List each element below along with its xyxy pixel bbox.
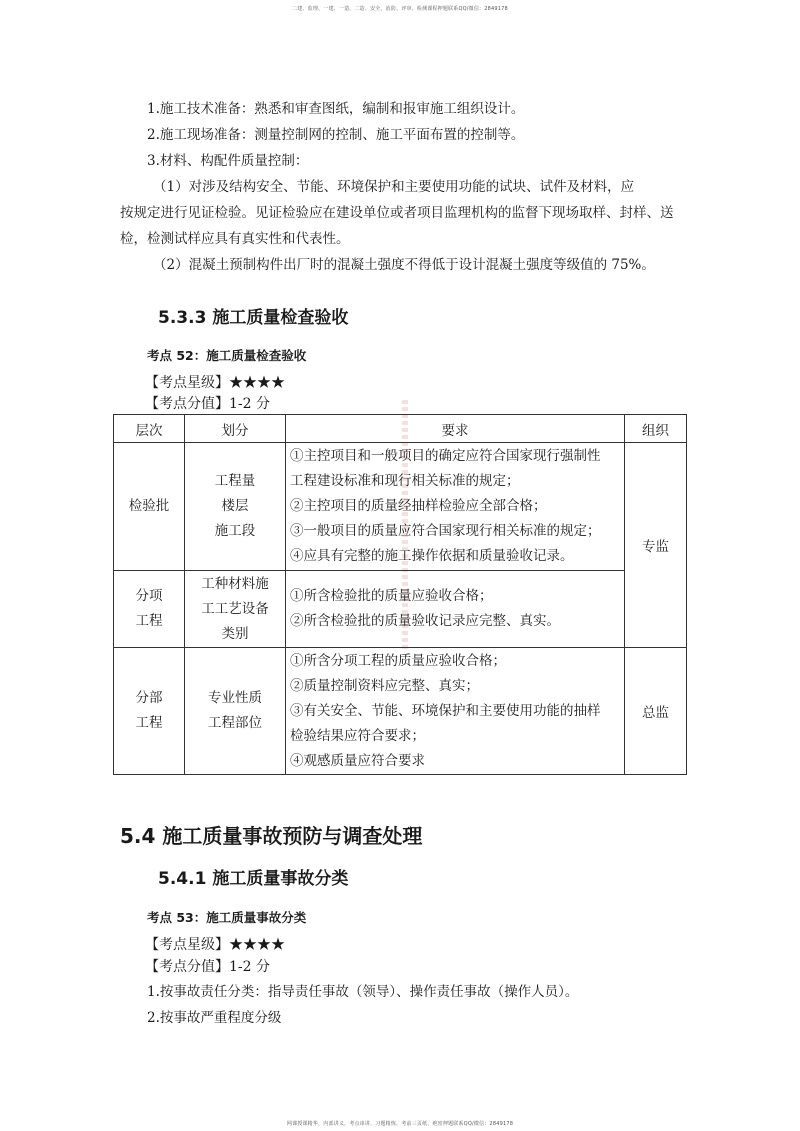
table-header-cell: 划分 (185, 415, 286, 443)
level-text: 分部 (135, 690, 163, 706)
requirement-line: ③有关安全、节能、环境保护和主要使用功能的抽样 (290, 702, 601, 719)
table-header-cell: 组织 (625, 415, 687, 443)
row-division-cell (185, 571, 286, 648)
level-text: 分项 (135, 588, 163, 604)
row-org-cell (625, 648, 687, 775)
row-requirements-cell (286, 443, 625, 571)
row-org-cell (625, 443, 687, 648)
requirement-line: ①所含分项工程的质量应验收合格； (290, 652, 506, 669)
requirement-line: 工程建设标准和现行相关标准的规定； (290, 473, 520, 489)
requirement-line: ①所含检验批的质量应验收合格； (290, 588, 493, 604)
row-level-cell (114, 571, 185, 648)
division-text: 专业性质 (208, 690, 262, 706)
table-header-cell: 要求 (286, 415, 625, 443)
table-row (114, 648, 687, 775)
section-541-item-2: 2.按事故严重程度分级 (147, 1010, 282, 1026)
division-text: 工工艺设备 (201, 600, 269, 617)
table-header-row (114, 415, 687, 443)
section-541-star: 【考点星级】★★★★ (145, 937, 285, 953)
requirement-line: ③一般项目的质量应符合国家现行相关标准的规定； (290, 523, 601, 539)
requirement-line: 检验结果应符合要求； (290, 727, 425, 744)
requirement-line: ①主控项目和一般项目的确定应符合国家现行强制性 (290, 448, 601, 464)
level-text: 工程 (135, 715, 163, 731)
section-533-star: 【考点星级】★★★★ (145, 375, 285, 391)
table-row (114, 571, 687, 648)
section-533-title: 5.3.3 施工质量检查验收 (158, 308, 349, 328)
intro-sub1-line1: （1）对涉及结构安全、节能、环境保护和主要使用功能的试块、试件及材料，应 (153, 179, 635, 195)
requirement-line: ④应具有完整的施工操作依据和质量验收记录。 (290, 548, 574, 564)
intro-sub1-line3: 检，检测试样应具有真实性和代表性。 (120, 231, 350, 247)
org-text: 总监 (642, 705, 669, 721)
row-division-cell (185, 443, 286, 571)
footer-note: 网课授课精华，内部讲义，考点串讲，习题精炼，考前三页纸，绝密押题联系QQ/微信：2849178 (286, 1121, 514, 1127)
section-541-kaodian: 考点 53：施工质量事故分类 (147, 910, 307, 925)
row-division-cell (185, 648, 286, 775)
intro-item-1: 1.施工技术准备：熟悉和审查图纸，编制和报审施工组织设计。 (147, 101, 525, 117)
intro-sub1-line2: 按规定进行见证检验。见证检验应在建设单位或者项目监理机构的监督下现场取样、封样、送 (120, 205, 674, 221)
quality-inspection-table (113, 414, 687, 775)
requirement-line: ②所含检验批的质量验收记录应完整、真实。 (290, 613, 560, 629)
intro-item-3: 3.材料、构配件质量控制： (147, 153, 309, 169)
section-54-title: 5.4 施工质量事故预防与调查处理 (120, 824, 423, 848)
row-requirements-cell (286, 571, 625, 648)
division-text: 类别 (221, 625, 249, 642)
section-541-score: 【考点分值】1-2 分 (145, 959, 270, 975)
requirement-line: ②质量控制资料应完整、真实； (290, 677, 479, 694)
table-header-cell: 层次 (114, 415, 185, 443)
level-text: 工程 (135, 613, 163, 629)
requirement-line: ④观感质量应符合要求 (290, 752, 425, 769)
header-note: 二建、监理、一建、一造、二造、安全、消防、评审、检测课程押题联系QQ/微信：2849178 (292, 6, 508, 12)
division-text: 工程量 (214, 473, 256, 489)
division-text: 工种材料施 (201, 575, 269, 592)
row-level-cell (114, 648, 185, 775)
table-row (114, 443, 687, 571)
intro-item-2: 2.施工现场准备：测量控制网的控制、施工平面布置的控制等。 (147, 127, 525, 143)
division-text: 工程部位 (208, 715, 262, 731)
row-requirements-cell (286, 648, 625, 775)
section-541-item-1: 1.按事故责任分类：指导责任事故（领导）、操作责任事故（操作人员）。 (147, 984, 579, 1000)
section-533-kaodian: 考点 52：施工质量检查验收 (147, 348, 307, 363)
requirement-line: ②主控项目的质量经抽样检验应全部合格； (290, 498, 547, 514)
level-text: 检验批 (128, 498, 170, 514)
row-level-cell (114, 443, 185, 571)
division-text: 施工段 (214, 523, 256, 539)
org-text: 专监 (642, 539, 669, 555)
section-541-title: 5.4.1 施工质量事故分类 (158, 869, 349, 889)
division-text: 楼层 (221, 498, 249, 514)
intro-sub2: （2）混凝土预制构件出厂时的混凝土强度不得低于设计混凝土强度等级值的 75%。 (153, 257, 655, 273)
section-533-score: 【考点分值】1-2 分 (145, 396, 270, 412)
